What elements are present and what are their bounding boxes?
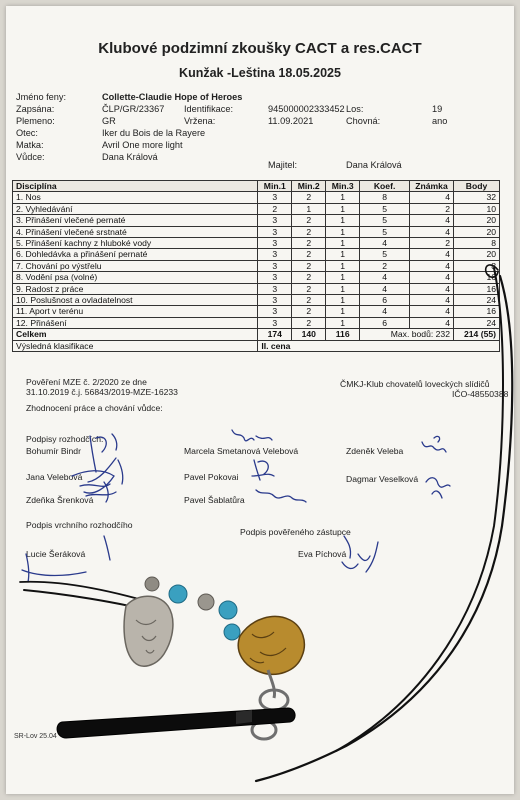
score-cell: 3 — [258, 260, 292, 271]
label-owner: Majitel: — [268, 160, 298, 170]
score-cell: 16 — [453, 306, 499, 317]
score-cell: 1 — [326, 283, 360, 294]
score-cell: 4 — [410, 306, 454, 317]
discipline-name: 3. Přinášení vlečené pernaté — [13, 215, 258, 226]
col-header: Disciplína — [13, 181, 258, 192]
score-cell: 24 — [453, 295, 499, 306]
chief-judge-label: Podpis vrchního rozhodčího — [26, 520, 133, 530]
score-cell: 2 — [410, 203, 454, 214]
score-cell: 4 — [410, 283, 454, 294]
score-cell: 2 — [292, 306, 326, 317]
max-points: Max. bodů: 232 — [360, 329, 454, 340]
evaluation-label: Zhodnocení práce a chování vůdce: — [26, 403, 163, 413]
judge-name: Jana Velebová — [26, 472, 83, 482]
judge-name: Zdeněk Veleba — [346, 446, 404, 456]
score-cell: 3 — [258, 192, 292, 203]
discipline-name: 10. Poslušnost a ovladatelnost — [13, 295, 258, 306]
score-cell: 3 — [258, 283, 292, 294]
score-cell: 3 — [258, 272, 292, 283]
score-cell: 1 — [326, 215, 360, 226]
approval-line-1: Pověření MZE č. 2/2020 ze dne — [26, 377, 147, 387]
score-cell: 2 — [410, 238, 454, 249]
score-cell: 4 — [410, 295, 454, 306]
document-title: Klubové podzimní zkoušky CACT a res.CACT — [98, 40, 422, 57]
judge-name: Dagmar Veselková — [346, 474, 419, 484]
score-cell: 1 — [326, 192, 360, 203]
score-cell: 4 — [360, 283, 410, 294]
score-cell: 3 — [258, 215, 292, 226]
col-header: Min.1 — [258, 181, 292, 192]
score-cell: 2 — [292, 295, 326, 306]
representative-name: Eva Píchová — [298, 549, 347, 559]
score-cell: 4 — [410, 215, 454, 226]
label-sire: Otec: — [16, 128, 38, 138]
score-cell: 1 — [326, 226, 360, 237]
col-header: Body — [453, 181, 499, 192]
discipline-name: 2. Vyhledávání — [13, 203, 258, 214]
judge-name: Bohumír Bindr — [26, 446, 81, 456]
score-cell: 5 — [360, 215, 410, 226]
score-cell: 16 — [453, 283, 499, 294]
score-cell: 4 — [410, 317, 454, 328]
document-subtitle: Kunžak -Leština 18.05.2025 — [179, 66, 341, 80]
dog-name: Collette-Claudie Hope of Heroes — [102, 92, 243, 102]
score-cell: 5 — [360, 203, 410, 214]
score-cell: 8 — [453, 238, 499, 249]
total-min1: 174 — [258, 329, 292, 340]
form-code: SR-Lov 25.04 — [14, 733, 57, 740]
breeding-value: ano — [432, 116, 448, 126]
score-cell: 8 — [360, 192, 410, 203]
col-header: Známka — [410, 181, 454, 192]
score-cell: 2 — [292, 283, 326, 294]
score-cell: 16 — [453, 272, 499, 283]
score-cell: 3 — [258, 295, 292, 306]
label-identification: Identifikace: — [184, 104, 234, 114]
score-cell: 10 — [453, 203, 499, 214]
birth-date: 11.09.2021 — [268, 116, 314, 126]
chief-judge-name: Lucie Šeráková — [26, 549, 86, 559]
approval-line-2: 31.10.2019 č.j. 56843/2019-MZE-16233 — [26, 387, 178, 397]
breed: GR — [102, 116, 116, 126]
owner: Dana Králová — [346, 160, 402, 170]
score-cell: 3 — [258, 226, 292, 237]
col-header: Min.3 — [326, 181, 360, 192]
score-cell: 2 — [292, 226, 326, 237]
score-cell: 1 — [326, 249, 360, 260]
label-breeding: Chovná: — [346, 116, 381, 126]
score-cell: 2 — [360, 260, 410, 271]
score-cell: 3 — [258, 238, 292, 249]
col-header: Koef. — [360, 181, 410, 192]
score-cell: 2 — [292, 260, 326, 271]
result-label: Výsledná klasifikace — [13, 340, 258, 351]
discipline-name: 12. Přinášení — [13, 317, 258, 328]
judge-name: Zdeňka Šrenková — [26, 495, 94, 505]
score-cell: 2 — [292, 215, 326, 226]
discipline-name: 8. Vodění psa (volné) — [13, 272, 258, 283]
discipline-name: 7. Chování po výstřelu — [13, 260, 258, 271]
score-cell: 2 — [258, 203, 292, 214]
discipline-name: 4. Přinášení vlečené srstnaté — [13, 226, 258, 237]
discipline-name: 6. Dohledávka a přinášení pernaté — [13, 249, 258, 260]
score-cell: 4 — [410, 249, 454, 260]
label-handler: Vůdce: — [16, 152, 45, 162]
score-cell: 20 — [453, 226, 499, 237]
judge-name: Marcela Smetanová Velebová — [184, 446, 299, 456]
score-cell: 4 — [410, 226, 454, 237]
dam: Avril One more light — [102, 140, 183, 150]
score-cell: 5 — [360, 226, 410, 237]
score-cell: 4 — [360, 306, 410, 317]
handler: Dana Králová — [102, 152, 158, 162]
sire: Iker du Bois de la Rayere — [102, 128, 206, 138]
total-label: Celkem — [13, 329, 258, 340]
score-cell: 20 — [453, 215, 499, 226]
score-cell: 3 — [258, 317, 292, 328]
score-cell: 6 — [360, 317, 410, 328]
total-points: 214 (55) — [453, 329, 499, 340]
score-cell: 5 — [360, 249, 410, 260]
col-header: Min.2 — [292, 181, 326, 192]
score-cell: 1 — [326, 295, 360, 306]
judge-name: Pavel Pokovai — [184, 472, 239, 482]
score-cell: 8 — [453, 260, 499, 271]
result-value: II. cena — [258, 340, 500, 351]
score-cell: 1 — [326, 317, 360, 328]
score-cell: 4 — [360, 272, 410, 283]
judge-name: Pavel Šablatůra — [184, 495, 245, 505]
label-registration: Zapsána: — [16, 104, 55, 114]
score-cell: 3 — [258, 306, 292, 317]
label-los: Los: — [346, 104, 364, 114]
total-min2: 140 — [292, 329, 326, 340]
score-cell: 2 — [292, 238, 326, 249]
score-cell: 1 — [326, 272, 360, 283]
score-cell: 1 — [292, 203, 326, 214]
label-breed: Plemeno: — [16, 116, 55, 126]
judges-label: Podpisy rozhodčích: — [26, 434, 104, 444]
score-cell: 1 — [326, 306, 360, 317]
score-cell: 2 — [292, 272, 326, 283]
score-cell: 4 — [410, 260, 454, 271]
certificate-sheet — [6, 6, 514, 794]
whistle-keychain — [6, 6, 514, 794]
score-cell: 2 — [292, 317, 326, 328]
los-number: 19 — [432, 104, 443, 114]
score-cell: 24 — [453, 317, 499, 328]
representative-label: Podpis pověřeného zástupce — [240, 527, 351, 537]
identification-number: 945000002333452 — [268, 104, 345, 114]
score-cell: 1 — [326, 238, 360, 249]
label-dam: Matka: — [16, 140, 44, 150]
score-cell: 1 — [326, 260, 360, 271]
score-cell: 2 — [292, 249, 326, 260]
total-min3: 116 — [326, 329, 360, 340]
discipline-name: 5. Přinášení kachny z hluboké vody — [13, 238, 258, 249]
discipline-name: 1. Nos — [13, 192, 258, 203]
score-cell: 3 — [258, 249, 292, 260]
score-cell: 32 — [453, 192, 499, 203]
label-dog-name: Jméno feny: — [16, 92, 67, 102]
registration-number: ČLP/GR/23367 — [102, 104, 165, 114]
score-cell: 4 — [360, 238, 410, 249]
score-cell: 1 — [326, 203, 360, 214]
score-cell: 6 — [360, 295, 410, 306]
score-cell: 20 — [453, 249, 499, 260]
discipline-name: 11. Aport v terénu — [13, 306, 258, 317]
label-born: Vržena: — [184, 116, 216, 126]
score-cell: 4 — [410, 192, 454, 203]
club-name: ČMKJ-Klub chovatelů loveckých slídičů — [340, 379, 490, 389]
club-ico: IČO-48550388 — [452, 389, 509, 399]
score-cell: 4 — [410, 272, 454, 283]
score-cell: 2 — [292, 192, 326, 203]
discipline-name: 9. Radost z práce — [13, 283, 258, 294]
